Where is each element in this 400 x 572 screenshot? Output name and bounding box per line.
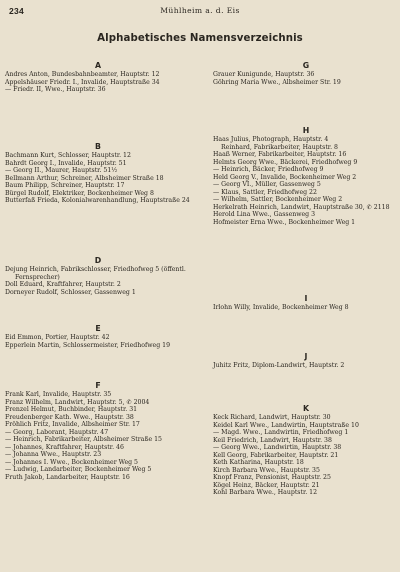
section-g bbox=[213, 60, 399, 86]
list-item: Kirch Barbara Wwe., Hauptstr. 35 bbox=[213, 466, 320, 474]
list-item: — Johannes, Kraftfahrer, Hauptstr. 46 bbox=[5, 443, 124, 451]
list-item: — Georg VI., Müller, Gassenweg 5 bbox=[213, 181, 321, 189]
list-item: Andres Anton, Bundesbahnbeamter, Hauptstr. 12 bbox=[5, 71, 160, 78]
list-item: — Heinrich, Bäcker, Friedhofweg 9 bbox=[213, 166, 324, 174]
list-item: Freudenberger Kath. Wwe., Hauptstr. 38 bbox=[5, 413, 134, 421]
list-item: Bachmann Kurt, Schlosser, Hauptstr. 12 bbox=[5, 152, 131, 159]
list-item: Franz Wilhelm, Landwirt, Hauptstr. 5, ✆ 2004 bbox=[5, 398, 150, 406]
list-item: Herold Lina Wwe., Gassenweg 3 bbox=[213, 211, 316, 219]
list-item: — Johanna Wwe., Hauptstr. 23 bbox=[5, 451, 102, 459]
section-d bbox=[5, 255, 191, 296]
list-item: Bürgel Rudolf, Elektriker, Bockenheimer Weg 8 bbox=[5, 189, 154, 197]
list-item: Reinhard, Fabrikarbeiter, Hauptstr. 8 bbox=[221, 143, 338, 151]
list-item: Haaß Werner, Fabrikarbeiter, Hauptstr. 16 bbox=[213, 151, 347, 159]
page-number: 234 bbox=[9, 6, 25, 16]
list-item: Dorneyer Rudolf, Schlosser, Gassenweg 1 bbox=[5, 288, 136, 296]
list-item: Appelshäuser Friedr. I., Invalide, Hauptstraße 34 bbox=[5, 78, 160, 86]
list-item: Haas Julius, Photograph, Hauptstr. 4 bbox=[213, 136, 329, 143]
list-item: Bahrdt Georg I., Invalide, Hauptstr. 51 bbox=[5, 159, 127, 167]
list-item: — Ludwig, Landarbeiter, Bockenheimer Weg 5 bbox=[5, 466, 152, 474]
list-item: Grauer Kunigunde, Hauptstr. 36 bbox=[213, 71, 315, 78]
list-item: Göhring Maria Wwe., Albsheimer Str. 19 bbox=[213, 78, 341, 86]
list-item: Butterfaß Frieda, Kolonialwarenhandlung, Hauptstraße 24 bbox=[5, 197, 190, 205]
list-item: Keidel Karl Wwe., Landwirtin, Hauptstraße 10 bbox=[213, 421, 359, 429]
section-letter: H bbox=[302, 126, 310, 135]
list-item: Keck Richard, Landwirt, Hauptstr. 30 bbox=[213, 414, 331, 421]
section-letter: G bbox=[302, 61, 310, 70]
list-item: Knopf Franz, Pensionist, Hauptstr. 25 bbox=[213, 474, 331, 482]
list-item: Held Georg V., Invalide, Bockenheimer Weg 2 bbox=[213, 173, 357, 181]
list-item: Kögel Heinz, Bäcker, Hauptstr. 21 bbox=[213, 481, 320, 489]
list-item: Irlohn Willy, Invalide, Bockenheimer Weg 8 bbox=[213, 304, 349, 311]
list-item: — Georg, Laborant, Hauptstr. 47 bbox=[5, 428, 109, 436]
list-item: Frenzel Helmut, Buchbinder, Hauptstr. 31 bbox=[5, 406, 138, 414]
list-item: — Georg II., Maurer, Hauptstr. 51½ bbox=[5, 167, 118, 175]
list-item: Kohl Barbara Wwe., Hauptstr. 12 bbox=[213, 489, 318, 497]
list-item: Baum Philipp, Schreiner, Hauptstr. 17 bbox=[5, 182, 125, 190]
section-letter: J bbox=[304, 352, 308, 361]
section-letter: D bbox=[94, 256, 102, 265]
list-item: Kell Georg, Fabrikarbeiter, Hauptstr. 21 bbox=[213, 451, 339, 459]
list-item: Doll Eduard, Kraftfahrer, Hauptstr. 2 bbox=[5, 281, 121, 289]
section-f bbox=[5, 380, 191, 482]
list-item: — Magd. Wwe., Landwirtin, Friedhofweg 1 bbox=[213, 429, 349, 437]
list-item: Keil Friedrich, Landwirt, Hauptstr. 38 bbox=[213, 436, 332, 444]
list-item: Fruth Jakob, Landarbeiter, Hauptstr. 16 bbox=[5, 474, 130, 482]
section-k bbox=[213, 403, 399, 497]
list-item: Epperlein Martin, Schlossermeister, Friedhofweg 19 bbox=[5, 341, 171, 349]
list-item: Juhitz Fritz, Diplom-Landwirt, Hauptstr. 2 bbox=[213, 362, 345, 369]
page-title: Alphabetisches Namensverzeichnis bbox=[97, 33, 303, 44]
section-letter: K bbox=[302, 404, 310, 413]
list-item: — Johannes I. Wwe., Bockenheimer Weg 5 bbox=[5, 458, 138, 466]
section-j bbox=[213, 351, 399, 370]
section-h bbox=[213, 125, 399, 227]
list-item: Fröhlich Fritz, Invalide, Albsheimer Str. 17 bbox=[5, 421, 140, 429]
section-letter: B bbox=[95, 142, 101, 151]
list-item: — Georg Wwe., Landwirtin, Hauptstr. 38 bbox=[213, 444, 342, 452]
section-b bbox=[5, 141, 191, 205]
list-item: Bellmann Arthur, Schreiner, Albsheimer Straße 18 bbox=[5, 174, 164, 182]
section-letter: F bbox=[95, 381, 101, 390]
section-letter: I bbox=[304, 294, 308, 303]
list-item: Dejung Heinrich, Fabrikschlosser, Friedhofweg 5 (öffentl. Fernsprecher) bbox=[5, 266, 186, 281]
list-item: — Friedr. II, Wwe., Hauptstr. 36 bbox=[5, 86, 106, 94]
section-e bbox=[5, 323, 191, 349]
list-item: Herkelrath Heinrich, Landwirt, Hauptstraße 30, ✆ 2118 bbox=[213, 203, 390, 211]
running-head: Mühlheim a. d. Eis bbox=[160, 6, 240, 15]
list-item: Hofmeister Erna Wwe., Bockenheimer Weg 1 bbox=[213, 219, 356, 227]
section-letter: A bbox=[94, 61, 102, 70]
section-letter: E bbox=[95, 324, 101, 333]
list-item: Eid Emmon, Portier, Hauptstr. 42 bbox=[5, 334, 110, 341]
list-item: — Heinrich, Fabrikarbeiter, Albsheimer Straße 15 bbox=[5, 436, 162, 444]
list-item: — Wilhelm, Sattler, Bockenheimer Weg 2 bbox=[213, 196, 343, 204]
section-i bbox=[213, 293, 399, 312]
section-a bbox=[5, 60, 191, 94]
list-item: Helmts Georg Wwe., Bäckerei, Friedhofweg 9 bbox=[213, 158, 358, 166]
list-item: — Klaus, Sattler, Friedhofweg 22 bbox=[213, 188, 317, 196]
list-item: Frank Karl, Invalide, Hauptstr. 35 bbox=[5, 391, 112, 398]
list-item: Keth Katharina, Hauptstr. 18 bbox=[213, 459, 304, 467]
